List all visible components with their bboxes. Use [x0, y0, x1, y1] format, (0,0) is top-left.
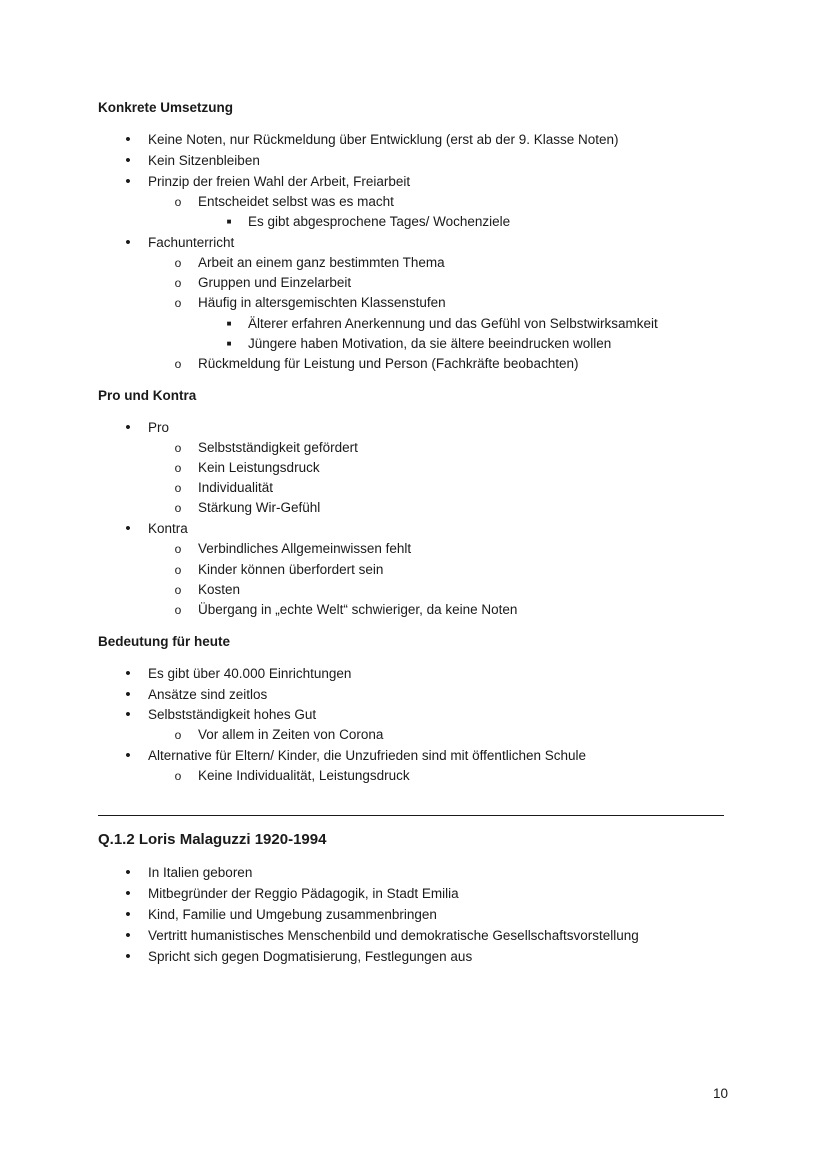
list-item — [174, 768, 410, 784]
list-item-text: Es gibt abgesprochene Tages/ Wochenziele — [248, 214, 511, 229]
list-item-text: Keine Individualität, Leistungsdruck — [198, 768, 410, 783]
page-number: 10 — [713, 1086, 729, 1101]
list-item-text: Individualität — [198, 480, 274, 495]
circle-bullet-icon: o — [174, 357, 182, 371]
list-item — [125, 131, 619, 148]
list-item-text: Kind, Familie und Umgebung zusammenbringen — [148, 907, 437, 922]
list-item — [174, 541, 412, 557]
horizontal-divider — [98, 815, 724, 816]
list-item — [174, 582, 241, 598]
list-item-text: Spricht sich gegen Dogmatisierung, Festlegungen aus — [148, 949, 473, 964]
list-item — [125, 864, 253, 881]
list-item — [174, 255, 445, 271]
section-heading-loris-malaguzzi: Q.1.2 Loris Malaguzzi 1920-1994 — [98, 831, 327, 848]
list-item — [125, 927, 639, 944]
list-item — [125, 747, 586, 764]
bullet-icon: • — [125, 706, 131, 723]
bullet-icon: • — [125, 747, 131, 764]
circle-bullet-icon: o — [174, 583, 182, 597]
list-item — [125, 234, 235, 251]
list-item-text: Gruppen und Einzelarbeit — [198, 275, 352, 290]
list-item-text: Kein Sitzenbleiben — [148, 153, 260, 168]
bullet-icon: • — [125, 927, 131, 944]
list-item-text: Rückmeldung für Leistung und Person (Fachkräfte beobachten) — [198, 356, 579, 371]
circle-bullet-icon: o — [174, 769, 182, 783]
list-item-text: Arbeit an einem ganz bestimmten Thema — [198, 255, 445, 270]
list-item — [174, 500, 321, 516]
bullet-icon: • — [125, 948, 131, 965]
list-item-text: Vertritt humanistisches Menschenbild und demokratische Gesellschaftsvorstellung — [148, 928, 639, 943]
list-item-text: Selbstständigkeit gefördert — [198, 440, 358, 455]
list-item-text: Älterer erfahren Anerkennung und das Gefühl von Selbstwirksamkeit — [248, 316, 658, 331]
list-item-text: Fachunterricht — [148, 235, 235, 250]
bullet-icon: • — [125, 234, 131, 251]
bullet-icon: • — [125, 173, 131, 190]
bullet-icon: • — [125, 864, 131, 881]
circle-bullet-icon: o — [174, 195, 182, 209]
circle-bullet-icon: o — [174, 276, 182, 290]
list-item — [174, 295, 446, 311]
list-item — [174, 440, 358, 456]
list-item-text: Kontra — [148, 521, 188, 536]
bullet-icon: • — [125, 665, 131, 682]
list-item-text: Kosten — [198, 582, 241, 597]
list-item-text: Verbindliches Allgemeinwissen fehlt — [198, 541, 412, 556]
square-bullet-icon: ■ — [226, 339, 232, 348]
list-item-text: Jüngere haben Motivation, da sie ältere beeindrucken wollen — [248, 336, 612, 351]
list-item — [125, 706, 317, 723]
circle-bullet-icon: o — [174, 542, 182, 556]
section-heading-bedeutung-fuer-heute: Bedeutung für heute — [98, 634, 230, 649]
list-item-text: Es gibt über 40.000 Einrichtungen — [148, 666, 352, 681]
list-item-text: Kein Leistungsdruck — [198, 460, 320, 475]
list-item-text: Keine Noten, nur Rückmeldung über Entwicklung (erst ab der 9. Klasse Noten) — [148, 132, 619, 147]
list-item — [125, 665, 352, 682]
list-item-text: Alternative für Eltern/ Kinder, die Unzufrieden sind mit öffentlichen Schule — [148, 748, 586, 763]
bullet-icon: • — [125, 906, 131, 923]
list-item — [125, 520, 188, 537]
list-item — [226, 214, 511, 230]
list-item — [174, 562, 384, 578]
list-item — [226, 316, 658, 332]
list-item — [125, 686, 268, 703]
list-item — [125, 419, 170, 436]
list-item — [174, 727, 384, 743]
list-item-text: Selbstständigkeit hohes Gut — [148, 707, 317, 722]
list-item-text: Kinder können überfordert sein — [198, 562, 384, 577]
section-heading-konkrete-umsetzung: Konkrete Umsetzung — [98, 100, 234, 115]
list-item — [174, 480, 274, 496]
list-item — [174, 275, 352, 291]
list-item-text: Prinzip der freien Wahl der Arbeit, Freiarbeit — [148, 174, 411, 189]
circle-bullet-icon: o — [174, 603, 182, 617]
list-item-text: In Italien geboren — [148, 865, 253, 880]
circle-bullet-icon: o — [174, 501, 182, 515]
square-bullet-icon: ■ — [226, 217, 232, 226]
circle-bullet-icon: o — [174, 563, 182, 577]
list-item-text: Mitbegründer der Reggio Pädagogik, in Stadt Emilia — [148, 886, 459, 901]
list-item — [174, 460, 320, 476]
list-item — [125, 906, 437, 923]
bullet-icon: • — [125, 686, 131, 703]
list-item-text: Vor allem in Zeiten von Corona — [198, 727, 384, 742]
list-item-text: Ansätze sind zeitlos — [148, 687, 268, 702]
bullet-icon: • — [125, 520, 131, 537]
list-item — [226, 336, 612, 352]
bullet-icon: • — [125, 152, 131, 169]
bullet-icon: • — [125, 131, 131, 148]
list-item — [174, 602, 518, 618]
circle-bullet-icon: o — [174, 481, 182, 495]
circle-bullet-icon: o — [174, 296, 182, 310]
list-item-text: Häufig in altersgemischten Klassenstufen — [198, 295, 446, 310]
circle-bullet-icon: o — [174, 728, 182, 742]
list-item-text: Entscheidet selbst was es macht — [198, 194, 394, 209]
bullet-icon: • — [125, 885, 131, 902]
circle-bullet-icon: o — [174, 461, 182, 475]
list-item-text: Pro — [148, 420, 170, 435]
circle-bullet-icon: o — [174, 256, 182, 270]
list-item — [125, 173, 411, 190]
list-item-text: Übergang in „echte Welt“ schwieriger, da keine Noten — [198, 602, 518, 617]
list-item — [125, 885, 459, 902]
list-item-text: Stärkung Wir-Gefühl — [198, 500, 321, 515]
circle-bullet-icon: o — [174, 441, 182, 455]
section-heading-pro-und-kontra: Pro und Kontra — [98, 388, 197, 403]
list-item — [125, 152, 260, 169]
list-item — [125, 948, 473, 965]
list-item — [174, 194, 394, 210]
square-bullet-icon: ■ — [226, 319, 232, 328]
list-item — [174, 356, 579, 372]
bullet-icon: • — [125, 419, 131, 436]
